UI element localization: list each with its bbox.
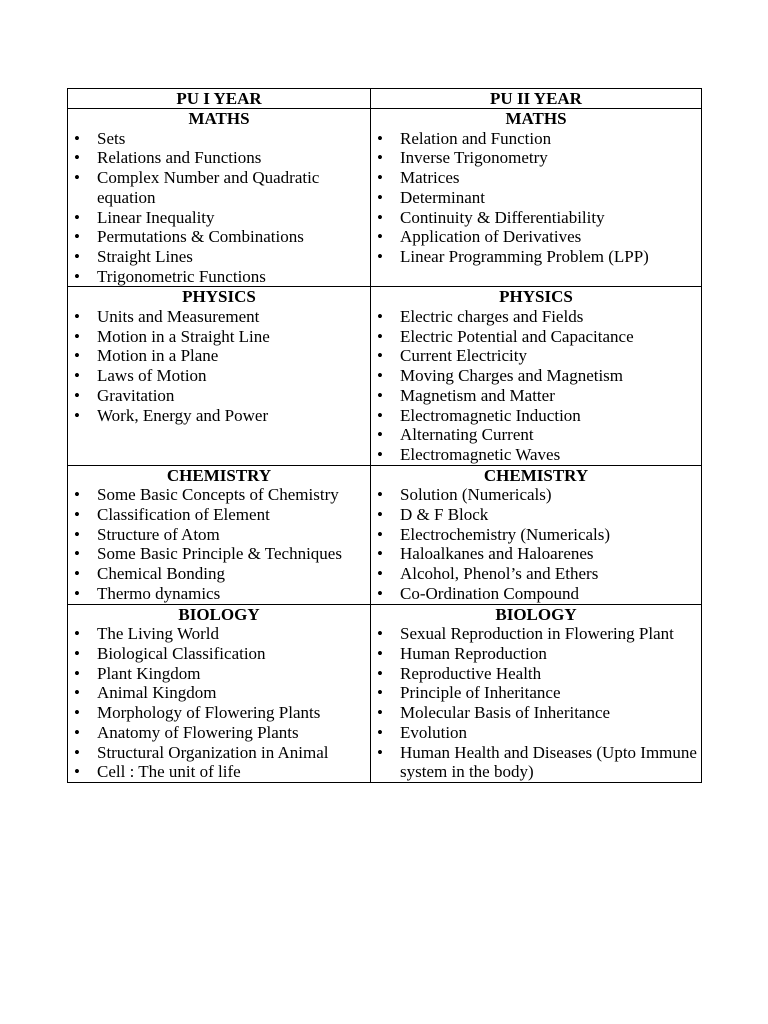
topic-list <box>371 624 701 782</box>
cell-pu2-maths <box>371 109 702 287</box>
list-item: • Electric charges and Fields <box>371 307 701 327</box>
table-header-row <box>68 89 702 109</box>
topic-list <box>68 129 370 287</box>
topic-list <box>68 307 370 425</box>
list-item: • Solution (Numericals) <box>371 485 701 505</box>
list-item: • Electrochemistry (Numericals) <box>371 525 701 545</box>
list-item: • Sets <box>68 129 370 149</box>
list-item: • Animal Kingdom <box>68 683 370 703</box>
list-item: • Evolution <box>371 723 701 743</box>
subject-title: PHYSICS <box>499 287 573 307</box>
subject-title: MATHS <box>505 109 567 128</box>
list-item: • Complex Number and Quadratic equation <box>68 168 370 207</box>
list-item: • Morphology of Flowering Plants <box>68 703 370 723</box>
list-item: • Current Electricity <box>371 346 701 366</box>
list-item: • Sexual Reproduction in Flowering Plant <box>371 624 701 644</box>
subject-title: BIOLOGY <box>178 604 260 624</box>
subject-title: CHEMISTRY <box>483 465 589 485</box>
topic-list <box>371 485 701 603</box>
subject-title: MATHS <box>188 109 250 128</box>
list-item: • Matrices <box>371 168 701 188</box>
list-item: • Work, Energy and Power <box>68 406 370 426</box>
list-item: • Linear Programming Problem (LPP) <box>371 247 701 267</box>
list-item: • Linear Inequality <box>68 208 370 228</box>
table-row-chemistry <box>68 465 702 604</box>
list-item: • Inverse Trigonometry <box>371 148 701 168</box>
list-item: • Laws of Motion <box>68 366 370 386</box>
cell-pu2-chemistry <box>371 465 702 604</box>
topic-list <box>371 129 701 267</box>
subject-title: BIOLOGY <box>495 604 577 624</box>
list-item: • Structural Organization in Animal <box>68 743 370 763</box>
cell-pu1-maths <box>68 109 371 287</box>
subject-title: PHYSICS <box>182 287 256 307</box>
list-item: • Plant Kingdom <box>68 664 370 684</box>
table-row-physics <box>68 287 702 465</box>
topic-list <box>68 624 370 782</box>
cell-pu1-physics <box>68 287 371 465</box>
cell-pu2-biology <box>371 604 702 782</box>
list-item: • Motion in a Plane <box>68 346 370 366</box>
list-item: • The Living World <box>68 624 370 644</box>
cell-pu2-physics <box>371 287 702 465</box>
syllabus-table <box>67 88 702 783</box>
list-item: • Co-Ordination Compound <box>371 584 701 604</box>
list-item: • Permutations & Combinations <box>68 227 370 247</box>
list-item: • Trigonometric Functions <box>68 267 370 287</box>
list-item: • Anatomy of Flowering Plants <box>68 723 370 743</box>
list-item: • Alcohol, Phenol’s and Ethers <box>371 564 701 584</box>
table-row-biology <box>68 604 702 782</box>
list-item: • Electromagnetic Induction <box>371 406 701 426</box>
list-item: • Application of Derivatives <box>371 227 701 247</box>
list-item: • Electromagnetic Waves <box>371 445 701 465</box>
list-item: • Structure of Atom <box>68 525 370 545</box>
topic-list <box>68 485 370 603</box>
list-item: • Continuity & Differentiability <box>371 208 701 228</box>
list-item: • Motion in a Straight Line <box>68 327 370 347</box>
list-item: • Human Health and Diseases (Upto Immune system in the body) <box>371 743 701 782</box>
topic-list <box>371 307 701 465</box>
subject-title: CHEMISTRY <box>166 465 272 485</box>
list-item: • Straight Lines <box>68 247 370 267</box>
cell-pu1-chemistry <box>68 465 371 604</box>
list-item: • Thermo dynamics <box>68 584 370 604</box>
cell-pu1-biology <box>68 604 371 782</box>
list-item: • Principle of Inheritance <box>371 683 701 703</box>
list-item: • Magnetism and Matter <box>371 386 701 406</box>
list-item: • Human Reproduction <box>371 644 701 664</box>
list-item: • Cell : The unit of life <box>68 762 370 782</box>
list-item: • D & F Block <box>371 505 701 525</box>
header-pu-1-year: PU I YEAR <box>68 89 371 109</box>
list-item: • Units and Measurement <box>68 307 370 327</box>
list-item: • Some Basic Concepts of Chemistry <box>68 485 370 505</box>
list-item: • Some Basic Principle & Techniques <box>68 544 370 564</box>
header-pu-2-year: PU II YEAR <box>371 89 702 109</box>
list-item: • Biological Classification <box>68 644 370 664</box>
list-item: • Relations and Functions <box>68 148 370 168</box>
list-item: • Moving Charges and Magnetism <box>371 366 701 386</box>
list-item: • Reproductive Health <box>371 664 701 684</box>
list-item: • Chemical Bonding <box>68 564 370 584</box>
list-item: • Gravitation <box>68 386 370 406</box>
list-item: • Determinant <box>371 188 701 208</box>
list-item: • Haloalkanes and Haloarenes <box>371 544 701 564</box>
list-item: • Molecular Basis of Inheritance <box>371 703 701 723</box>
list-item: • Alternating Current <box>371 425 701 445</box>
list-item: • Relation and Function <box>371 129 701 149</box>
list-item: • Classification of Element <box>68 505 370 525</box>
list-item: • Electric Potential and Capacitance <box>371 327 701 347</box>
table-row-maths <box>68 109 702 287</box>
